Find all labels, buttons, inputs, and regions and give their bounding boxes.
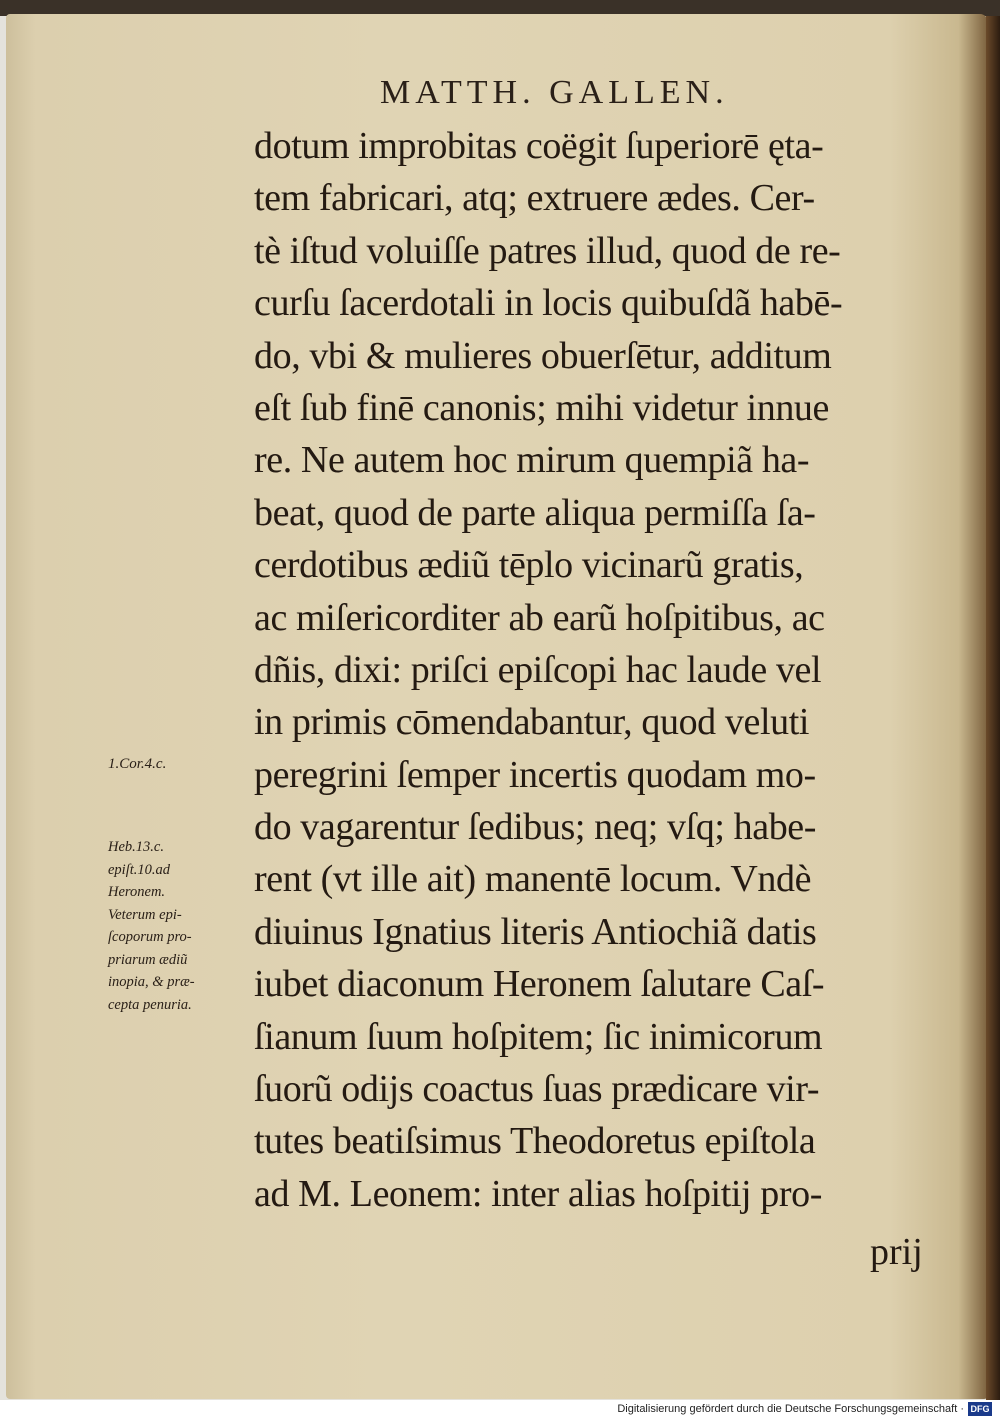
margin-note-line: epiſt.10.ad [108,861,171,878]
margin-note-line: Heronem. [108,884,166,900]
margin-note-line: priarum ædiũ [108,951,188,968]
catchword: prij [870,1231,923,1273]
text-line: tè iſtud voluiſſe patres illud, quod de re- [254,229,841,272]
text-line: curſu ſacerdotali in locis quibuſdã habē- [254,282,843,325]
funding-credit: Digitalisierung gefördert durch die Deutsche Forschungsgemeinschaft · [617,1403,964,1415]
text-line: ad M. Leonem: inter alias hoſpitij pro- [254,1172,822,1215]
margin-note-line: Veterum epi- [108,906,182,923]
margin-note-line: Heb.13.c. [108,839,164,855]
text-line: eſt ſub finē canonis; mihi videtur innue [254,386,829,429]
text-line: ſianum ſuum hoſpitem; ſic inimicorum [254,1015,823,1058]
page-edge-shadow [986,16,1000,1400]
margin-note-line: inopia, & præ- [108,974,195,990]
margin-note-block [108,836,195,1016]
text-line: beat, quod de parte aliqua permiſſa ſa- [254,491,816,534]
text-line: ac miſericorditer ab earũ hoſpitibus, ac [254,596,825,639]
margin-note-line: ſcoporum pro- [108,929,192,945]
running-head: MATTH. GALLEN. [380,74,729,111]
text-line: in primis cōmendabantur, quod veluti [254,701,810,744]
text-line: ſuorũ odijs coactus ſuas prædicare vir- [254,1068,820,1111]
body-text [254,120,954,1220]
text-line: do, vbi & mulieres obuerſētur, additum [254,334,832,377]
text-line: rent (vt ille ait) manentē locum. Vndè [254,858,812,901]
text-line: do vagarentur ſedibus; neq; vſq; habe- [254,806,817,849]
text-line: dotum improbitas coëgit ſuperiorē ętа- [254,125,824,167]
text-line: re. Ne autem hoc mirum quempiã ha- [254,439,810,482]
text-line: peregrini ſemper incertis quodam mo- [254,753,816,796]
dfg-logo-icon: DFG [968,1402,992,1416]
text-line: tem fabricari, atq; extruere ædes. Cer- [254,177,815,220]
text-line: dñis, dixi: priſci epiſcopi hac laude vel [254,648,822,691]
margin-note-line: cepta penuria. [108,996,192,1013]
margin-note-reference: 1.Cor.4.c. [108,756,167,772]
text-line: diuinus Ignatius literis Antiochiã datis [254,910,817,953]
text-line: cerdotibus ædiũ tēplo vicinarũ gratis, [254,544,804,587]
text-line: tutes beatiſsimus Theodoretus epiſtola [254,1120,816,1163]
text-line: iubet diaconum Heronem ſalutare Caſ- [254,963,825,1006]
